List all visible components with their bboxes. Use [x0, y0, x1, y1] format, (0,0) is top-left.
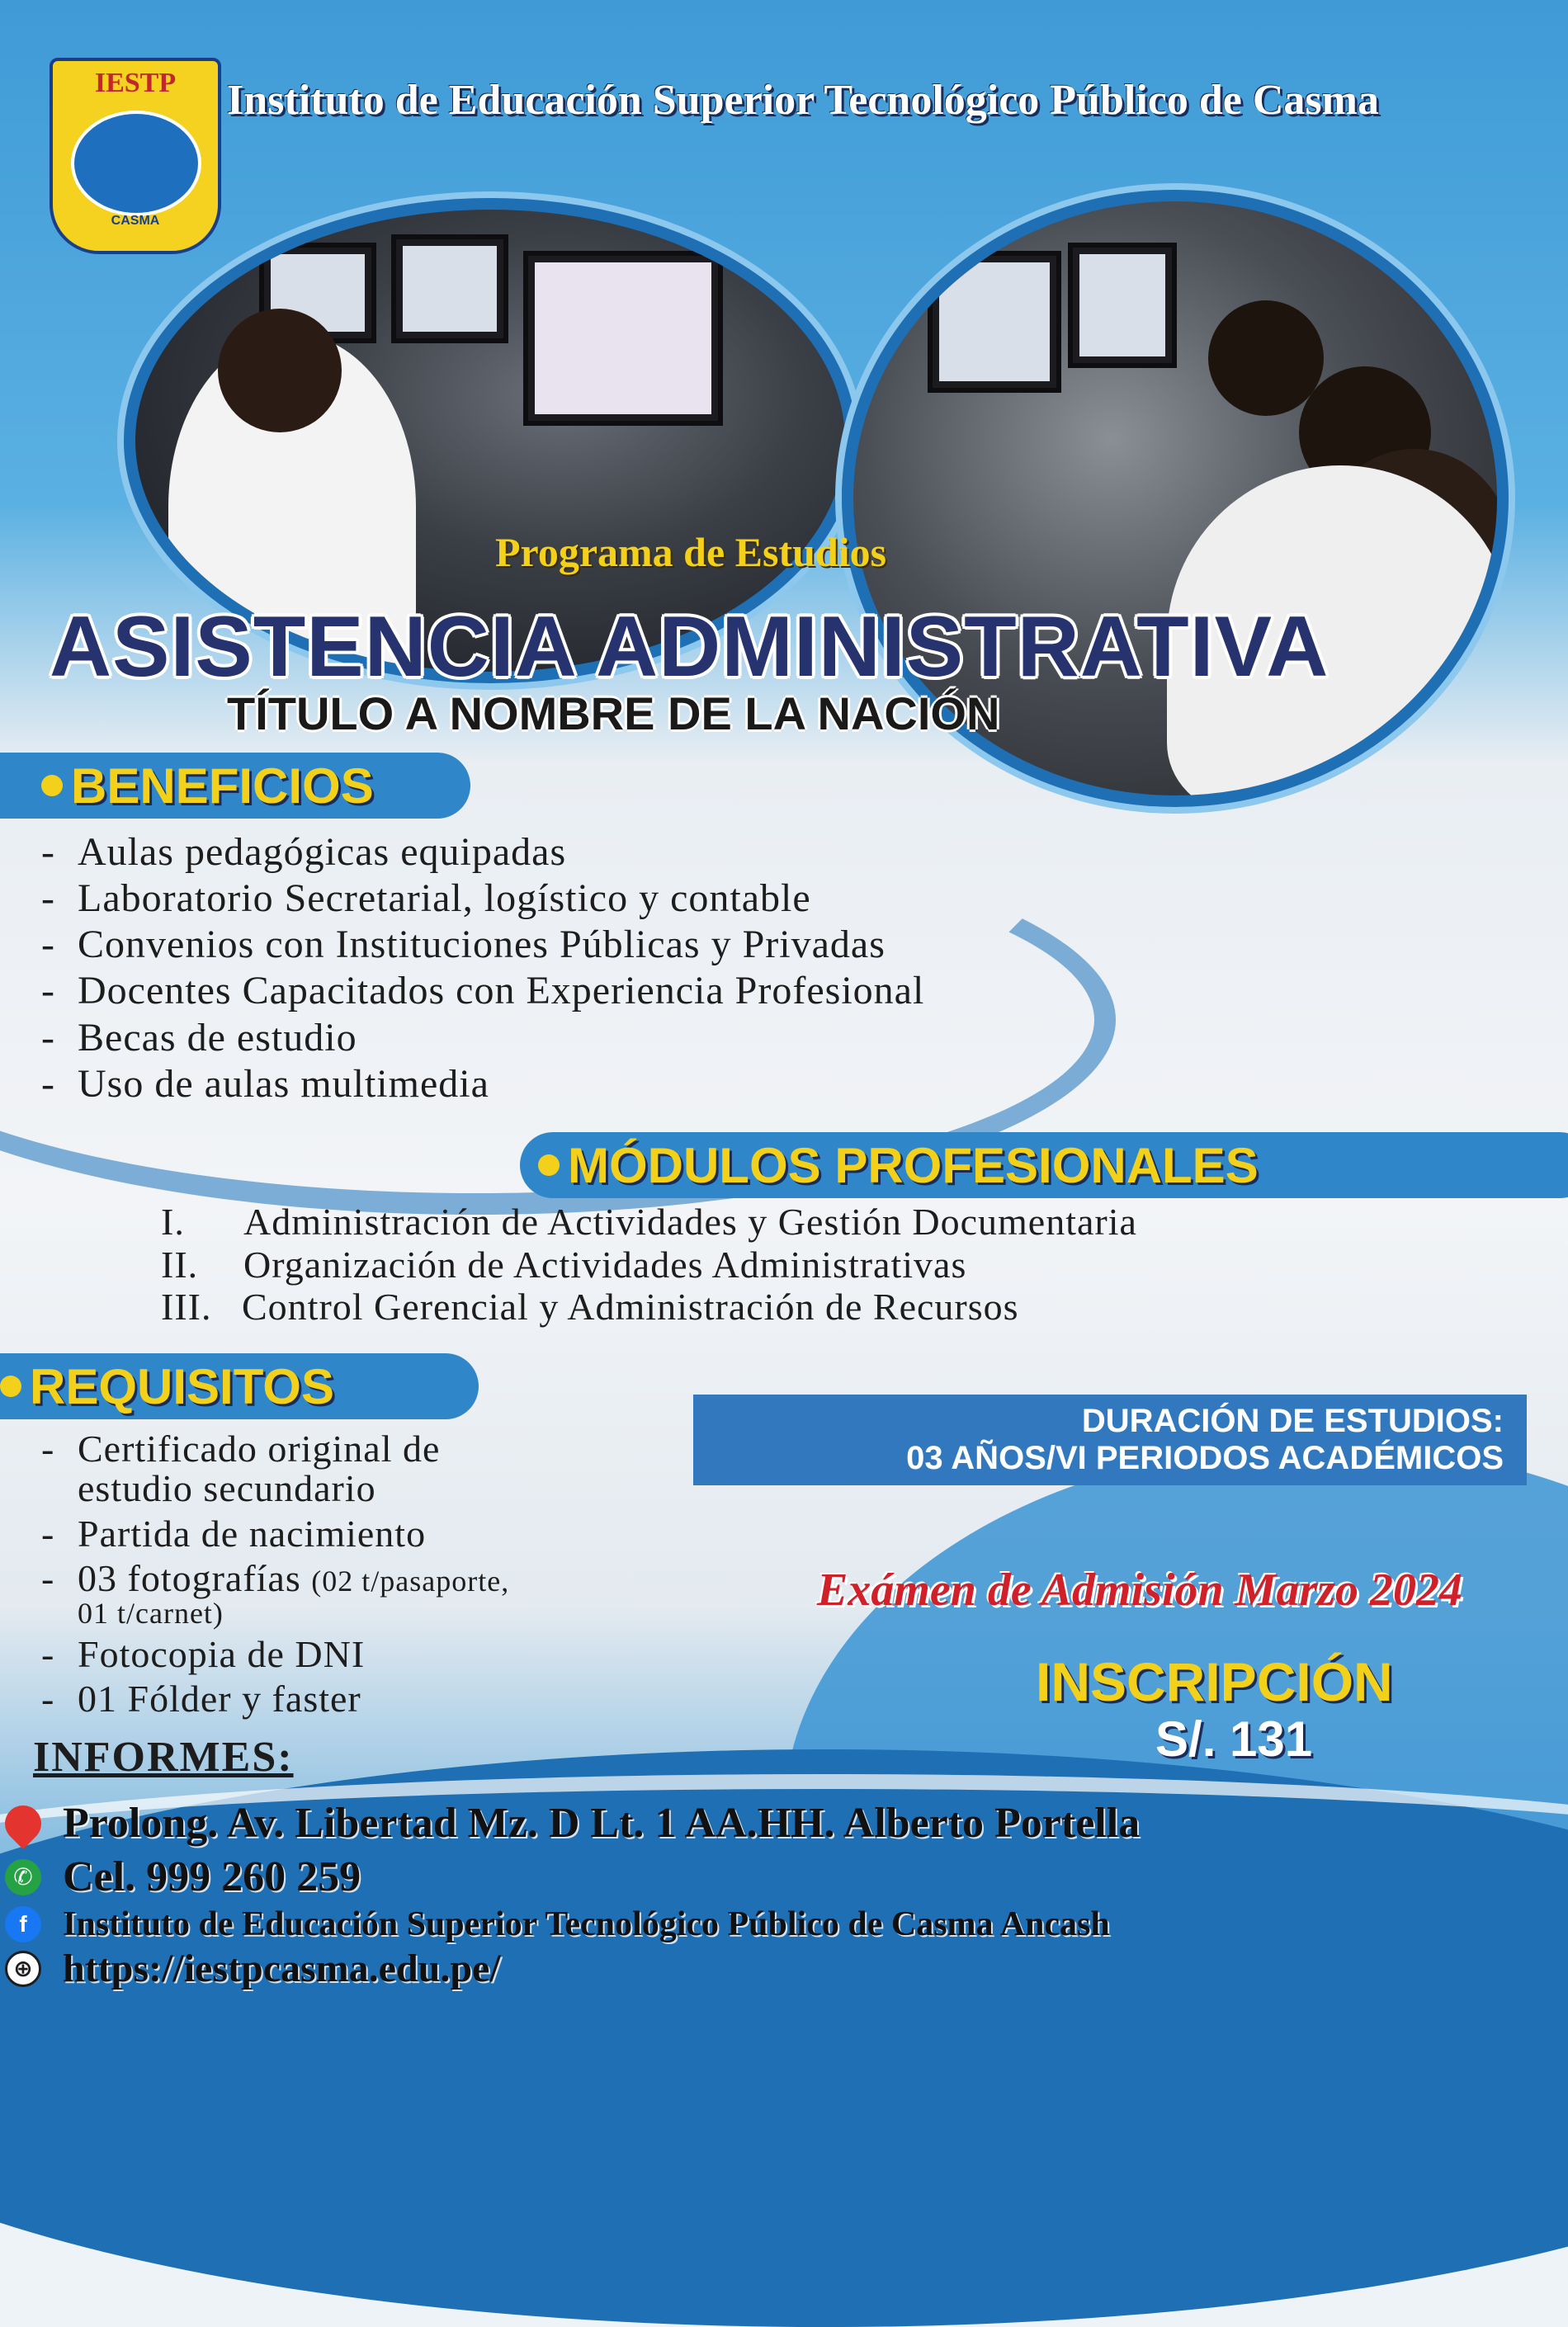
modules-list	[161, 1201, 1137, 1329]
bullet-icon	[41, 775, 63, 796]
duration-banner	[693, 1395, 1527, 1485]
whatsapp-icon: ✆	[5, 1859, 41, 1895]
facebook-icon: f	[5, 1906, 41, 1942]
requirements-heading-label: REQUISITOS	[30, 1358, 334, 1414]
list-item: - 03 fotografías (02 t/pasaporte, 01 t/carnet)	[41, 1556, 510, 1631]
registration-label: INSCRIPCIÓN	[1036, 1651, 1393, 1712]
benefits-heading	[0, 753, 470, 819]
modules-heading	[520, 1132, 1568, 1198]
bullet-icon	[538, 1154, 560, 1176]
benefits-list	[41, 829, 924, 1107]
institute-logo	[50, 58, 221, 254]
duration-line2: 03 AÑOS/VI PERIODOS ACADÉMICOS	[906, 1440, 1504, 1476]
list-item: - Docentes Capacitados con Experiencia Profesional	[41, 969, 925, 1013]
exam-date: Exámen de Admisión Marzo 2024	[817, 1565, 1463, 1616]
list-item: - Laboratorio Secretarial, logístico y contable	[41, 876, 811, 921]
contact-facebook[interactable]	[5, 1905, 1110, 1944]
contact-heading: INFORMES:	[33, 1734, 294, 1781]
benefits-heading-label: BENEFICIOS	[71, 758, 374, 814]
logo-city: CASMA	[111, 214, 160, 228]
requirements-list	[41, 1429, 509, 1725]
address-text: Prolong. Av. Libertad Mz. D Lt. 1 AA.HH. Alberto Portella	[63, 1800, 1141, 1847]
contact-website[interactable]	[5, 1946, 501, 1991]
location-pin-icon	[0, 1797, 49, 1848]
registration-price: S/. 131	[1155, 1711, 1313, 1767]
program-title: ASISTENCIA ADMINISTRATIVA	[50, 599, 1329, 695]
program-label: Programa de Estudios	[495, 529, 887, 575]
list-item: - Partida de nacimiento	[41, 1512, 427, 1555]
requirements-heading	[0, 1353, 479, 1419]
facebook-text: Instituto de Educación Superior Tecnológico Público de Casma Ancash	[63, 1905, 1110, 1943]
contact-phone[interactable]	[5, 1853, 361, 1901]
list-item: - Uso de aulas multimedia	[41, 1061, 489, 1106]
bullet-icon	[0, 1376, 21, 1397]
duration-line1: DURACIÓN DE ESTUDIOS:	[1081, 1403, 1504, 1439]
program-subtitle: TÍTULO A NOMBRE DE LA NACIÓN	[227, 687, 1000, 739]
modules-heading-label: MÓDULOS PROFESIONALES	[568, 1137, 1259, 1193]
logo-emblem	[71, 111, 201, 216]
list-item: II. Organización de Actividades Administrativas	[161, 1243, 967, 1286]
logo-text: IESTP	[94, 68, 177, 98]
list-item: - Aulas pedagógicas equipadas	[41, 830, 567, 874]
list-item: III. Control Gerencial y Administración de Recursos	[161, 1286, 1019, 1329]
list-item: - 01 Fólder y faster	[41, 1678, 361, 1720]
list-item: - Convenios con Instituciones Públicas y Privadas	[41, 923, 886, 967]
list-item: - Becas de estudio	[41, 1015, 357, 1060]
globe-icon: ⊕	[5, 1951, 41, 1987]
list-item: I. Administración de Actividades y Gestión Documentaria	[161, 1201, 1137, 1243]
list-item: - Certificado original de estudio secundario	[41, 1428, 441, 1510]
institute-title: Instituto de Educación Superior Tecnológico Público de Casma	[227, 77, 1379, 124]
list-item: - Fotocopia de DNI	[41, 1632, 366, 1675]
phone-text: Cel. 999 260 259	[63, 1853, 361, 1900]
contact-address	[5, 1799, 1140, 1848]
website-link: https://iestpcasma.edu.pe/	[63, 1947, 501, 1990]
